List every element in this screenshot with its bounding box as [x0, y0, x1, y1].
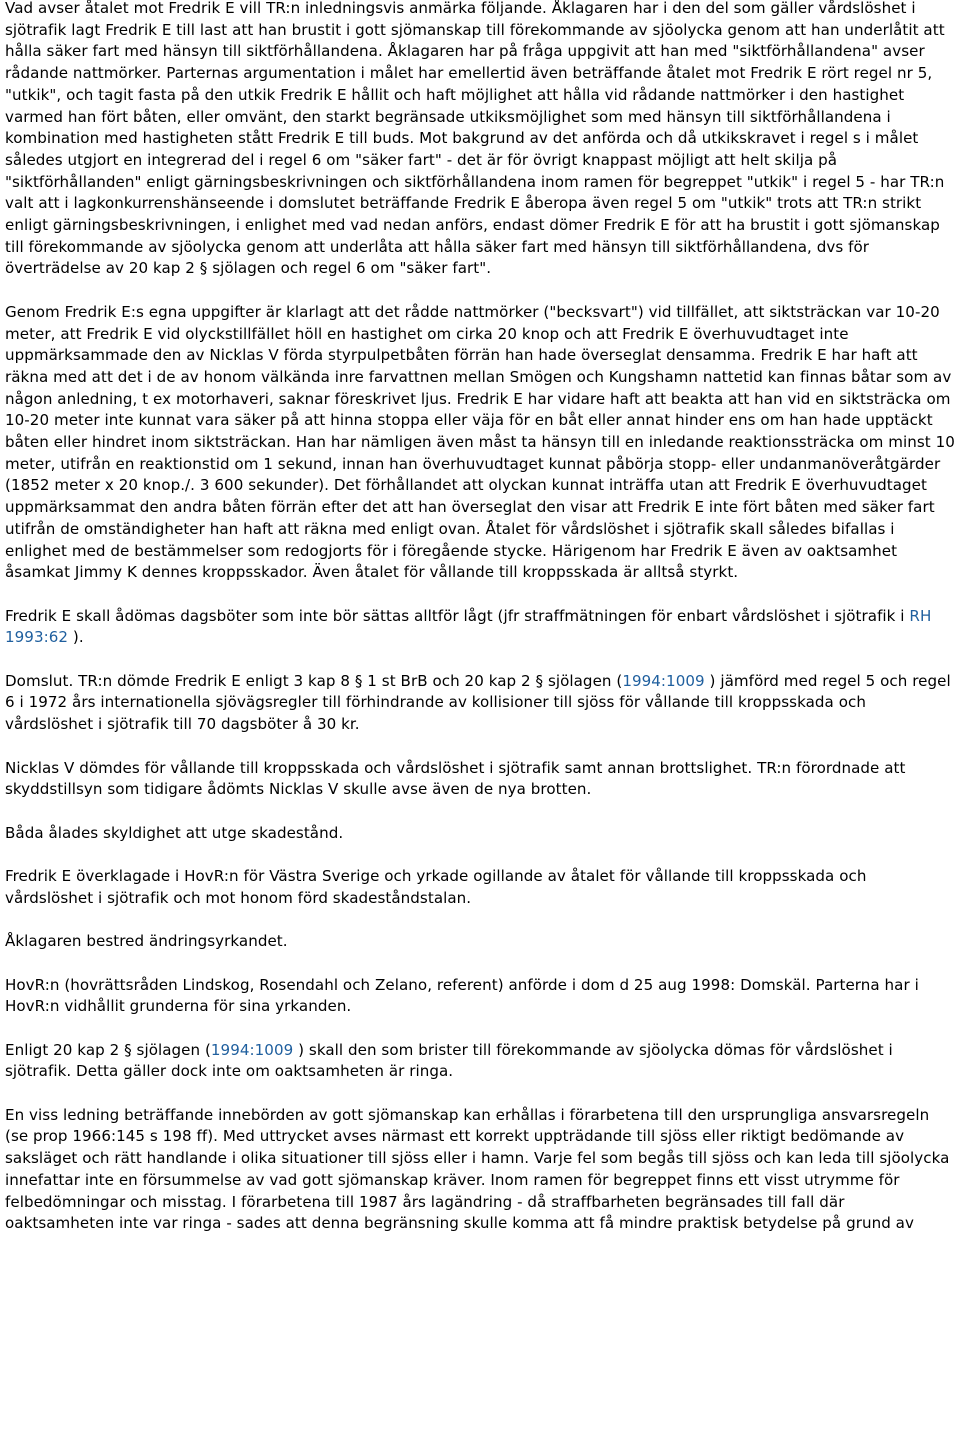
paragraph-5	[5, 758, 957, 801]
paragraph-1	[5, 0, 957, 280]
paragraph-text: Båda ålades skyldighet att utge skadestånd.	[5, 823, 344, 842]
paragraph-10	[5, 1040, 957, 1083]
reference-link-sfs-1994-1009[interactable]: 1994:1009	[622, 671, 705, 690]
paragraph-text: Domslut. TR:n dömde Fredrik E enligt 3 kap 8 § 1 st BrB och 20 kap 2 § sjölagen (	[5, 671, 623, 690]
paragraph-text: Åklagaren bestred ändringsyrkandet.	[5, 932, 288, 951]
paragraph-11	[5, 1105, 957, 1235]
paragraph-6	[5, 823, 957, 845]
paragraph-3	[5, 606, 957, 649]
reference-link-rh-1993-62[interactable]: RH 1993:62	[5, 606, 932, 647]
paragraph-text: Enligt 20 kap 2 § sjölagen (	[5, 1040, 211, 1059]
paragraph-text: En viss ledning beträffande innebörden av gott sjömanskap kan erhållas i förarbetena till den ursprungliga ansvarsregeln (se prop 1966:145 s 198 ff). Med uttrycket avses närmast ett korrekt uppträdande till sjöss eller riktigt bedömande av saksläget och rätt handlande i olika situationer till sjöss eller i hamn. Varje fel som begås till sjöss och kan leda till sjöolycka innefattar inte en försummelse av vad gott sjömanskap kräver. Inom ramen för begreppet finns ett visst utrymme för felbedömningar och misstag. I förarbetena till 1987 års lagändring - då straffbarheten begränsades till fall där oaktsamheten inte var ringa - sades att denna begränsning skulle komma att få mindre praktisk betydelse på grund av	[5, 1105, 950, 1233]
paragraph-8	[5, 931, 957, 953]
paragraph-text: Nicklas V dömdes för vållande till kroppsskada och vårdslöshet i sjötrafik samt annan brottslighet. TR:n förordnade att skyddstillsyn som tidigare ådömts Nicklas V skulle avse även de nya brotten.	[5, 758, 906, 799]
reference-link-sfs-1994-1009[interactable]: 1994:1009	[210, 1040, 294, 1059]
paragraph-4	[5, 671, 957, 736]
document-page	[5, 0, 957, 1235]
paragraph-text: HovR:n (hovrättsråden Lindskog, Rosendahl och Zelano, referent) anförde i dom d 25 aug 1998: Domskäl. Parterna har i HovR:n vidhållit grunderna för sina yrkanden.	[5, 975, 919, 1016]
paragraph-2	[5, 302, 957, 584]
paragraph-text: ) skall den som brister till förekommande av sjöolycka dömas för vårdslöshet i sjötrafik. Detta gäller dock inte om oaktsamheten är ringa.	[5, 1040, 893, 1081]
paragraph-text: Fredrik E skall ådömas dagsböter som inte bör sättas alltför lågt (jfr straffmätningen för enbart vårdslöshet i sjötrafik i	[5, 606, 910, 625]
paragraph-text: Genom Fredrik E:s egna uppgifter är klarlagt att det rådde nattmörker ("becksvart") vid tillfället, att siktsträckan var 10-20 meter, att Fredrik E vid olyckstillfället höll en hastighet om cirka 20 knop och att Fredrik E överhuvudtaget inte uppmärksammade den av Nicklas V förda styrpulpetbåten förrän han hade överseglat densamma. Fredrik E har haft att räkna med att det i de av honom välkända inre farvattnen mellan Smögen och Kungshamn nattetid kan finnas båtar som av någon anledning, t ex motorhaveri, saknar föreskrivet ljus. Fredrik E har vidare haft att beakta att han vid en siktsträcka om 10-20 meter inte kunnat vara säker på att hinna stoppa eller väja för en båt eller annat hinder ens om han hade upptäckt båten eller hindret inom siktsträckan. Han har nämligen även måst ta hänsyn till en inledande reaktionssträcka om minst 10 meter, utifrån en reaktionstid om 1 sekund, innan han överhuvudtaget kunnat påbörja stopp- eller undanmanöveråtgärder (1852 meter x 20 knop./. 3 600 sekunder). Det förhållandet att olyckan kunnat inträffa utan att Fredrik E överhuvudtaget uppmärksammat den andra båten förrän efter det att han överseglat den visar att Fredrik E inte fört båten med säker fart utifrån de omständigheter han haft att räkna med enligt ovan. Åtalet för vårdslöshet i sjötrafik skall således bifallas i enlighet med de bestämmelser som redogjorts för i föregående stycke. Härigenom har Fredrik E även av oaktsamhet åsamkat Jimmy K dennes kroppsskador. Även åtalet för vållande till kroppsskada är alltså styrkt.	[5, 302, 955, 582]
paragraph-text: ) jämförd med regel 5 och regel 6 i 1972 års internationella sjövägsregler till förhindrande av kollisioner till sjöss för vållande till kroppsskada och vårdslöshet i sjötrafik till 70 dagsböter å 30 kr.	[5, 671, 951, 734]
paragraph-text: Vad avser åtalet mot Fredrik E vill TR:n inledningsvis anmärka följande. Åklagaren har i den del som gäller vårdslöshet i sjötrafik lagt Fredrik E till last att han brustit i gott sjömanskap till förekommande av sjöolycka genom att han underlåtit att hålla säker fart med hänsyn till siktförhållandena. Åklagaren har på fråga uppgivit att han med "siktförhållandena" avser rådande nattmörker. Parternas argumentation i målet har emellertid även beträffande åtalet mot Fredrik E rört regel nr 5, "utkik", och tagit fasta på den utkik Fredrik E hållit och haft möjlighet att hålla vid rådande nattmörker i den hastighet varmed han fört båten, eller omvänt, den starkt begränsade utkiksmöjlighet som med hänsyn till siktförhållandena i kombination med hastigheten stått Fredrik E till buds. Mot bakgrund av det anförda och då utkikskravet i regel s i målet således utgjort en integrerad del i regel 6 om "säker fart" - det är för övrigt knappast möjligt att helt skilja på "siktförhållanden" enligt gärningsbeskrivningen och siktförhållandena inom ramen för begreppet "utkik" i regel 5 - har TR:n valt att i lagkonkurrenshänseende i domslutet beträffande Fredrik E åberopa även regel 5 om "utkik" trots att TR:n strikt enligt gärningsbeskrivningen, i enlighet med vad nedan anförs, endast dömer Fredrik E för att ha brustit i gott sjömanskap till förekommande av sjöolycka genom att underlåta att hålla säker fart med hänsyn till siktförhållandena, dvs för överträdelse av 20 kap 2 § sjölagen och regel 6 om "säker fart".	[5, 0, 945, 278]
paragraph-7	[5, 866, 957, 909]
paragraph-text: Fredrik E överklagade i HovR:n för Västra Sverige och yrkade ogillande av åtalet för vållande till kroppsskada och vårdslöshet i sjötrafik och mot honom förd skadeståndstalan.	[5, 867, 867, 907]
paragraph-9	[5, 975, 957, 1018]
paragraph-text: ).	[68, 628, 84, 647]
